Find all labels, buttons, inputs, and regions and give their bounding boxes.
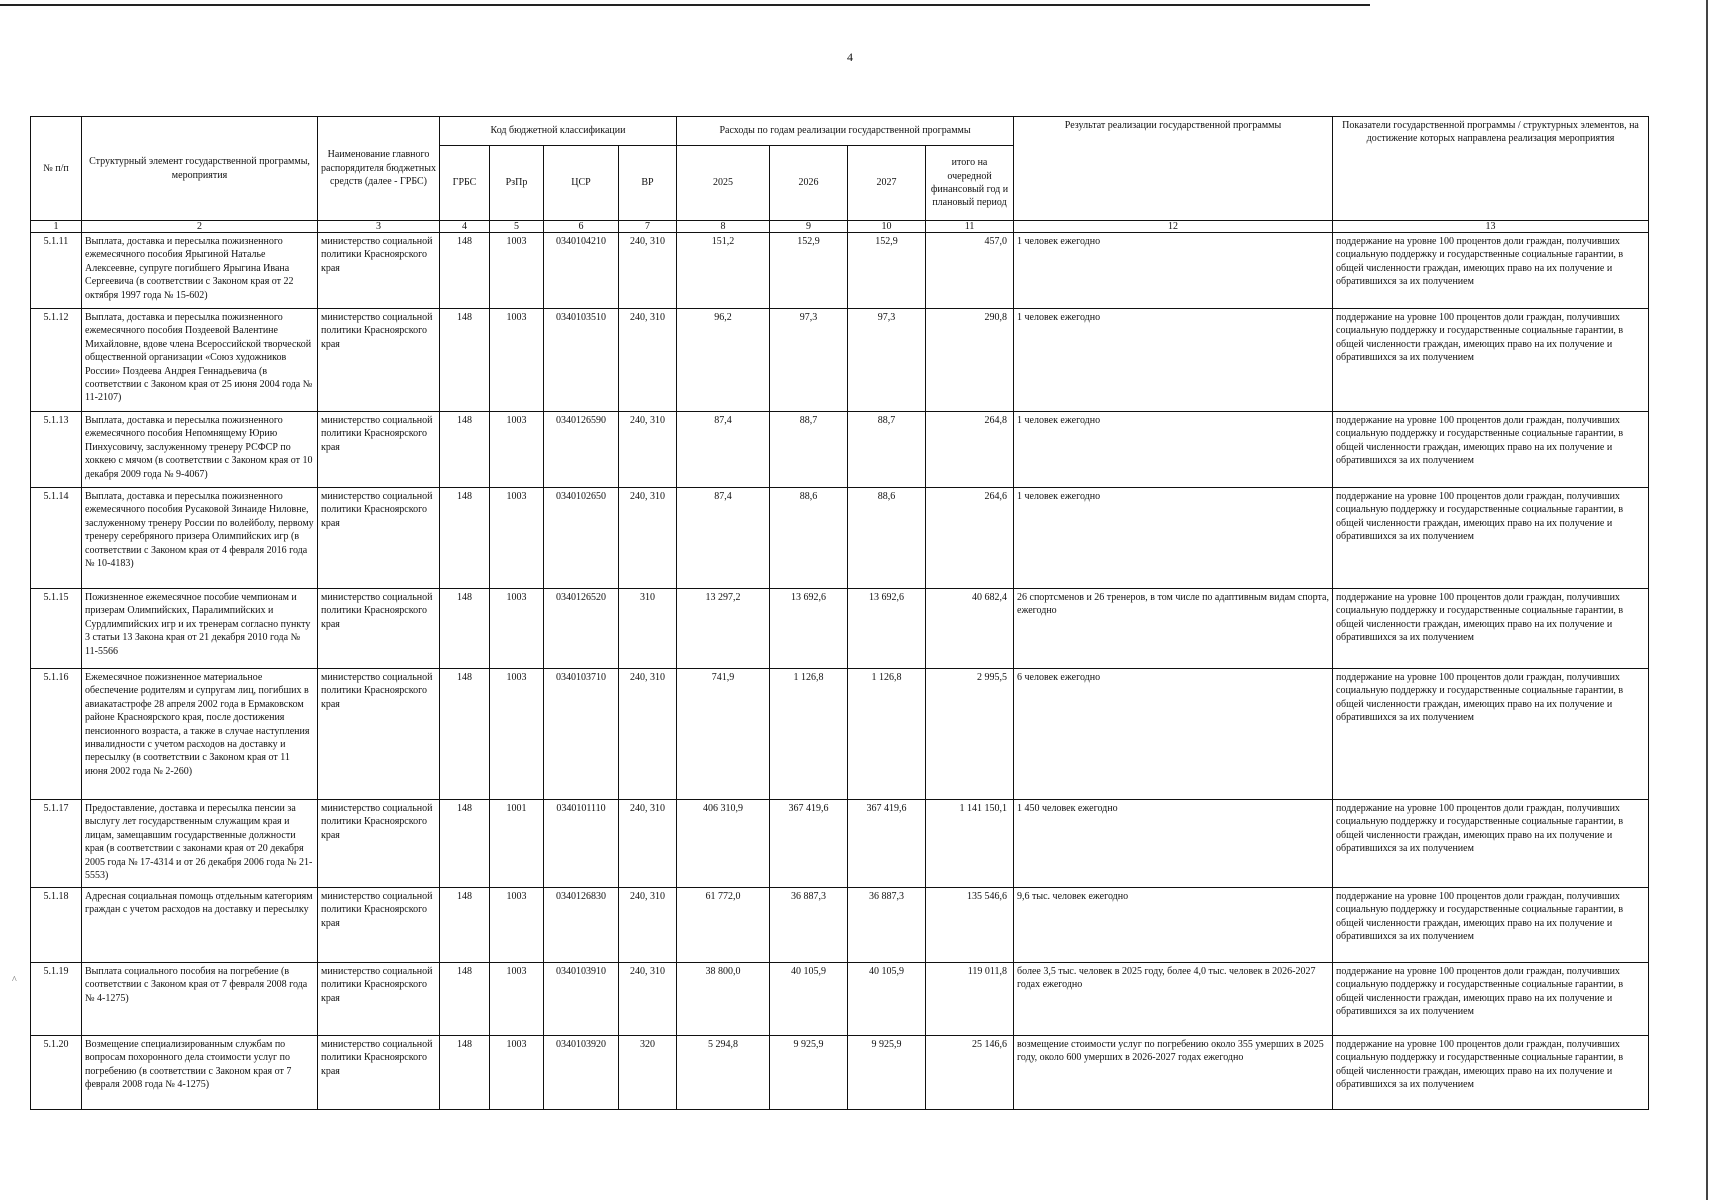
row-2027: 13 692,6	[848, 589, 926, 669]
row-2025: 151,2	[677, 233, 770, 309]
row-2027: 152,9	[848, 233, 926, 309]
row-2027: 9 925,9	[848, 1036, 926, 1110]
row-num: 5.1.11	[31, 233, 82, 309]
row-vr: 240, 310	[619, 669, 677, 800]
column-number: 1	[31, 221, 82, 233]
row-num: 5.1.14	[31, 488, 82, 589]
row-2026: 1 126,8	[770, 669, 848, 800]
row-2026: 36 887,3	[770, 888, 848, 963]
column-number: 11	[926, 221, 1014, 233]
row-element: Выплата, доставка и пересылка пожизненного ежемесячного пособия Поздеевой Валентине Михайловне, вдове члена Всероссийской творческой общественной организации «Союз художников России» Поздеева Андрея Геннадьевича (в соответствии с Законом края от 25 июня 2004 года № 11-2107)	[82, 309, 318, 412]
row-grbs-name: министерство социальной политики Красноярского края	[318, 1036, 440, 1110]
row-vr: 310	[619, 589, 677, 669]
row-grbs: 148	[440, 589, 490, 669]
row-num: 5.1.20	[31, 1036, 82, 1110]
row-element: Адресная социальная помощь отдельным категориям граждан с учетом расходов на доставку и пересылку	[82, 888, 318, 963]
row-total: 135 546,6	[926, 888, 1014, 963]
row-num: 5.1.19	[31, 963, 82, 1036]
table-row	[31, 800, 1649, 888]
row-grbs: 148	[440, 488, 490, 589]
table-row	[31, 233, 1649, 309]
column-number: 12	[1014, 221, 1333, 233]
header-grbs-name: Наименование главного распорядителя бюджетных средств (далее - ГРБС)	[318, 117, 440, 221]
row-2027: 97,3	[848, 309, 926, 412]
row-element: Выплата, доставка и пересылка пожизненного ежемесячного пособия Русаковой Зинаиде Ниловне, заслуженному тренеру России по волейболу, первому тренеру серебряного призера Олимпийских игр (в соответствии с Законом края от 4 февраля 2016 года № 10-4183)	[82, 488, 318, 589]
row-indicator: поддержание на уровне 100 процентов доли граждан, получивших социальную поддержку и государственные социальные гарантии, в общей численности граждан, имеющих право на их получение и обратившихся за их получением	[1333, 800, 1649, 888]
row-2027: 1 126,8	[848, 669, 926, 800]
row-total: 40 682,4	[926, 589, 1014, 669]
side-mark: ^	[12, 975, 17, 986]
row-result: 1 человек ежегодно	[1014, 233, 1333, 309]
row-result: возмещение стоимости услуг по погребению около 355 умерших в 2025 году, около 600 умерших в 2026-2027 годах ежегодно	[1014, 1036, 1333, 1110]
row-grbs-name: министерство социальной политики Красноярского края	[318, 412, 440, 488]
row-total: 119 011,8	[926, 963, 1014, 1036]
row-csr: 0340103910	[544, 963, 619, 1036]
row-vr: 240, 310	[619, 800, 677, 888]
row-rzpr: 1001	[490, 800, 544, 888]
row-2025: 5 294,8	[677, 1036, 770, 1110]
row-csr: 0340103510	[544, 309, 619, 412]
header-csr: ЦСР	[544, 146, 619, 221]
row-num: 5.1.18	[31, 888, 82, 963]
row-rzpr: 1003	[490, 589, 544, 669]
row-2025: 96,2	[677, 309, 770, 412]
row-result: 1 человек ежегодно	[1014, 309, 1333, 412]
column-number: 7	[619, 221, 677, 233]
row-vr: 240, 310	[619, 963, 677, 1036]
row-csr: 0340103920	[544, 1036, 619, 1110]
row-rzpr: 1003	[490, 233, 544, 309]
row-rzpr: 1003	[490, 412, 544, 488]
row-2027: 88,7	[848, 412, 926, 488]
row-num: 5.1.15	[31, 589, 82, 669]
row-2025: 87,4	[677, 488, 770, 589]
row-2025: 61 772,0	[677, 888, 770, 963]
header-grbs: ГРБС	[440, 146, 490, 221]
header-2027: 2027	[848, 146, 926, 221]
row-csr: 0340126830	[544, 888, 619, 963]
row-grbs: 148	[440, 309, 490, 412]
row-2027: 367 419,6	[848, 800, 926, 888]
table-row	[31, 309, 1649, 412]
row-indicator: поддержание на уровне 100 процентов доли граждан, получивших социальную поддержку и государственные социальные гарантии, в общей численности граждан, имеющих право на их получение и обратившихся за их получением	[1333, 888, 1649, 963]
row-result: 9,6 тыс. человек ежегодно	[1014, 888, 1333, 963]
row-total: 264,6	[926, 488, 1014, 589]
row-2027: 40 105,9	[848, 963, 926, 1036]
table-row	[31, 488, 1649, 589]
row-element: Возмещение специализированным службам по вопросам похоронного дела стоимости услуг по погребению (в соответствии с Законом края от 7 февраля 2008 года № 4-1275)	[82, 1036, 318, 1110]
table-row	[31, 1036, 1649, 1110]
column-number: 10	[848, 221, 926, 233]
row-vr: 240, 310	[619, 233, 677, 309]
row-rzpr: 1003	[490, 1036, 544, 1110]
page-number: 4	[847, 50, 853, 64]
row-vr: 240, 310	[619, 412, 677, 488]
row-rzpr: 1003	[490, 488, 544, 589]
row-2025: 741,9	[677, 669, 770, 800]
row-grbs: 148	[440, 963, 490, 1036]
row-result: более 3,5 тыс. человек в 2025 году, более 4,0 тыс. человек в 2026-2027 годах ежегодно	[1014, 963, 1333, 1036]
row-result: 1 450 человек ежегодно	[1014, 800, 1333, 888]
row-csr: 0340126520	[544, 589, 619, 669]
row-grbs-name: министерство социальной политики Красноярского края	[318, 233, 440, 309]
row-2026: 367 419,6	[770, 800, 848, 888]
header-2025: 2025	[677, 146, 770, 221]
header-num: № п/п	[31, 117, 82, 221]
row-vr: 240, 310	[619, 888, 677, 963]
row-csr: 0340104210	[544, 233, 619, 309]
row-indicator: поддержание на уровне 100 процентов доли граждан, получивших социальную поддержку и государственные социальные гарантии, в общей численности граждан, имеющих право на их получение и обратившихся за их получением	[1333, 309, 1649, 412]
row-indicator: поддержание на уровне 100 процентов доли граждан, получивших социальную поддержку и государственные социальные гарантии, в общей численности граждан, имеющих право на их получение и обратившихся за их получением	[1333, 669, 1649, 800]
row-element: Предоставление, доставка и пересылка пенсии за выслугу лет государственным служащим края и лицам, замещавшим государственные должности края (в соответствии с законами края от 20 декабря 2005 года № 17-4314 и от 26 декабря 2006 года № 21-5553)	[82, 800, 318, 888]
row-grbs-name: министерство социальной политики Красноярского края	[318, 800, 440, 888]
table-row	[31, 888, 1649, 963]
row-grbs: 148	[440, 1036, 490, 1110]
row-element: Выплата социального пособия на погребение (в соответствии с Законом края от 7 февраля 2008 года № 4-1275)	[82, 963, 318, 1036]
header-element: Структурный элемент государственной программы, мероприятия	[82, 117, 318, 221]
row-total: 25 146,6	[926, 1036, 1014, 1110]
column-number: 8	[677, 221, 770, 233]
row-vr: 240, 310	[619, 488, 677, 589]
row-result: 26 спортсменов и 26 тренеров, в том числе по адаптивным видам спорта, ежегодно	[1014, 589, 1333, 669]
header-total: итого на очередной финансовый год и плановый период	[926, 146, 1014, 221]
row-grbs: 148	[440, 800, 490, 888]
row-rzpr: 1003	[490, 963, 544, 1036]
row-total: 457,0	[926, 233, 1014, 309]
column-number-row	[31, 221, 1649, 233]
row-2025: 13 297,2	[677, 589, 770, 669]
row-result: 6 человек ежегодно	[1014, 669, 1333, 800]
row-csr: 0340101110	[544, 800, 619, 888]
table-row	[31, 669, 1649, 800]
header-vr: ВР	[619, 146, 677, 221]
column-number: 13	[1333, 221, 1649, 233]
row-2026: 152,9	[770, 233, 848, 309]
row-grbs-name: министерство социальной политики Красноярского края	[318, 963, 440, 1036]
row-rzpr: 1003	[490, 888, 544, 963]
header-code-group: Код бюджетной классификации	[440, 117, 677, 146]
row-indicator: поддержание на уровне 100 процентов доли граждан, получивших социальную поддержку и государственные социальные гарантии, в общей численности граждан, имеющих право на их получение и обратившихся за их получением	[1333, 963, 1649, 1036]
row-vr: 320	[619, 1036, 677, 1110]
row-num: 5.1.16	[31, 669, 82, 800]
row-total: 290,8	[926, 309, 1014, 412]
table-row	[31, 412, 1649, 488]
row-csr: 0340103710	[544, 669, 619, 800]
row-2026: 40 105,9	[770, 963, 848, 1036]
row-num: 5.1.12	[31, 309, 82, 412]
row-total: 1 141 150,1	[926, 800, 1014, 888]
table-header	[31, 117, 1649, 233]
row-indicator: поддержание на уровне 100 процентов доли граждан, получивших социальную поддержку и государственные социальные гарантии, в общей численности граждан, имеющих право на их получение и обратившихся за их получением	[1333, 488, 1649, 589]
row-rzpr: 1003	[490, 669, 544, 800]
column-number: 6	[544, 221, 619, 233]
row-csr: 0340126590	[544, 412, 619, 488]
row-indicator: поддержание на уровне 100 процентов доли граждан, получивших социальную поддержку и государственные социальные гарантии, в общей численности граждан, имеющих право на их получение и обратившихся за их получением	[1333, 1036, 1649, 1110]
row-2027: 36 887,3	[848, 888, 926, 963]
row-2025: 406 310,9	[677, 800, 770, 888]
row-indicator: поддержание на уровне 100 процентов доли граждан, получивших социальную поддержку и государственные социальные гарантии, в общей численности граждан, имеющих право на их получение и обратившихся за их получением	[1333, 233, 1649, 309]
row-grbs-name: министерство социальной политики Красноярского края	[318, 309, 440, 412]
row-grbs: 148	[440, 669, 490, 800]
header-indicators: Показатели государственной программы / структурных элементов, на достижение которых направлена реализация мероприятия	[1333, 117, 1649, 221]
column-number: 4	[440, 221, 490, 233]
row-2026: 88,7	[770, 412, 848, 488]
row-2025: 38 800,0	[677, 963, 770, 1036]
column-number: 3	[318, 221, 440, 233]
row-total: 2 995,5	[926, 669, 1014, 800]
row-result: 1 человек ежегодно	[1014, 412, 1333, 488]
row-2027: 88,6	[848, 488, 926, 589]
row-2026: 13 692,6	[770, 589, 848, 669]
row-num: 5.1.17	[31, 800, 82, 888]
row-num: 5.1.13	[31, 412, 82, 488]
row-grbs-name: министерство социальной политики Красноярского края	[318, 488, 440, 589]
header-expenses-group: Расходы по годам реализации государственной программы	[677, 117, 1014, 146]
row-2025: 87,4	[677, 412, 770, 488]
row-total: 264,8	[926, 412, 1014, 488]
row-2026: 88,6	[770, 488, 848, 589]
row-vr: 240, 310	[619, 309, 677, 412]
row-csr: 0340102650	[544, 488, 619, 589]
column-number: 5	[490, 221, 544, 233]
right-edge-line	[1706, 0, 1708, 1200]
row-grbs-name: министерство социальной политики Красноярского края	[318, 888, 440, 963]
row-grbs-name: министерство социальной политики Красноярского края	[318, 589, 440, 669]
row-element: Выплата, доставка и пересылка пожизненного ежемесячного пособия Ярыгиной Наталье Алексеевне, супруге погибшего Ярыгина Ивана Сергеевича (в соответствии с Законом края от 22 октября 1997 года № 15-602)	[82, 233, 318, 309]
table-body	[31, 233, 1649, 1110]
row-result: 1 человек ежегодно	[1014, 488, 1333, 589]
row-element: Пожизненное ежемесячное пособие чемпионам и призерам Олимпийских, Паралимпийских и Сурдлимпийских игр и их тренерам согласно пункту 3 статьи 13 Закона края от 21 декабря 2010 года № 11-5566	[82, 589, 318, 669]
row-rzpr: 1003	[490, 309, 544, 412]
header-result: Результат реализации государственной программы	[1014, 117, 1333, 221]
row-indicator: поддержание на уровне 100 процентов доли граждан, получивших социальную поддержку и государственные социальные гарантии, в общей численности граждан, имеющих право на их получение и обратившихся за их получением	[1333, 589, 1649, 669]
table-row	[31, 963, 1649, 1036]
program-table	[30, 116, 1649, 1110]
row-element: Ежемесячное пожизненное материальное обеспечение родителям и супругам лиц, погибших в авиакатастрофе 28 апреля 2002 года в Ермаковском районе Красноярского края, после достижения пенсионного возраста, а также в случае наступления инвалидности с учетом расходов на доставку и пересылку (в соответствии с Законом края от 11 июня 2002 года № 2-260)	[82, 669, 318, 800]
row-element: Выплата, доставка и пересылка пожизненного ежемесячного пособия Непомнящему Юрию Пинхусовичу, заслуженному тренеру РСФСР по хоккею с мячом (в соответствии с Законом края от 10 декабря 2009 года № 9-4067)	[82, 412, 318, 488]
row-grbs-name: министерство социальной политики Красноярского края	[318, 669, 440, 800]
column-number: 9	[770, 221, 848, 233]
row-grbs: 148	[440, 888, 490, 963]
row-grbs: 148	[440, 233, 490, 309]
row-indicator: поддержание на уровне 100 процентов доли граждан, получивших социальную поддержку и государственные социальные гарантии, в общей численности граждан, имеющих право на их получение и обратившихся за их получением	[1333, 412, 1649, 488]
row-2026: 97,3	[770, 309, 848, 412]
header-rzpr: РзПр	[490, 146, 544, 221]
table-row	[31, 589, 1649, 669]
top-border-line	[0, 4, 1370, 6]
row-grbs: 148	[440, 412, 490, 488]
header-2026: 2026	[770, 146, 848, 221]
column-number: 2	[82, 221, 318, 233]
row-2026: 9 925,9	[770, 1036, 848, 1110]
